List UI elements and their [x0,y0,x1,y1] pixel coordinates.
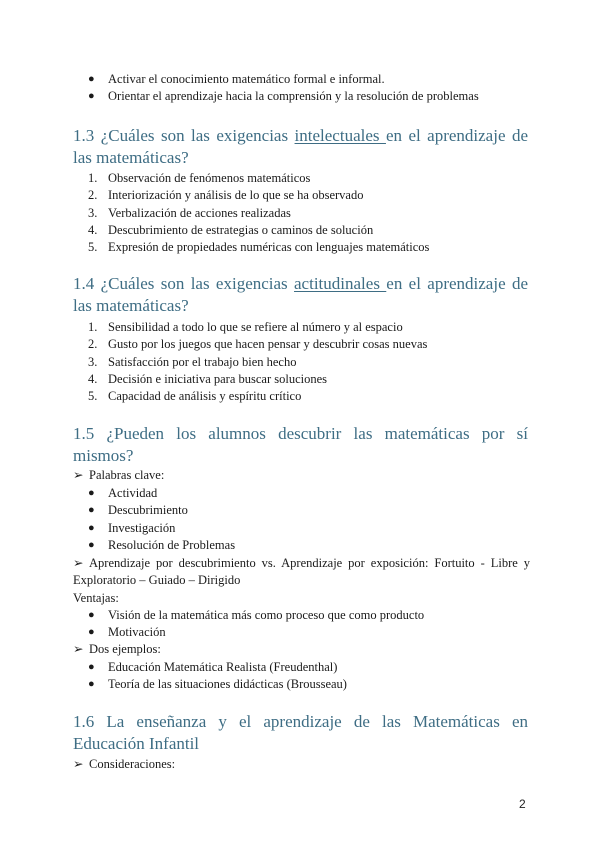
bullet-icon: ● [88,538,95,551]
list-item: 2. Interiorización y análisis de lo que se ha observado [88,188,364,203]
bullet-icon: ● [88,609,95,621]
list-item: ● Visión de la matemática más como proceso que como producto [0,607,600,624]
list-item: ● Descubrimiento [0,502,600,519]
list-item: 4. Decisión e iniciativa para buscar soluciones [88,371,328,386]
list-item: ● Actividad [0,485,600,502]
list-item: ● Activar el conocimiento matemático formal e informal. [0,71,600,88]
ejemplos-list [0,659,600,694]
aprendizaje-paragraph: ➢ Aprendizaje por descubrimiento vs. Aprendizaje por exposición: Fortuito - Libre y Exploratorio – Guiado – Dirigido [73,556,530,588]
section-heading-1-3: 1.3 ¿Cuáles son las exigencias intelectuales en el aprendizaje de las matemáticas? [73,126,528,167]
ventajas-list [0,607,600,642]
palabras-clave-label: ➢ Palabras clave: [73,467,530,484]
page-number: 2 [519,797,526,811]
list-item: 5. Capacidad de análisis y espíritu crítico [88,389,302,404]
bullet-icon: ● [88,626,95,639]
bullet-icon: ● [88,504,95,517]
arrow-icon: ➢ [73,556,84,570]
bullet-icon: ● [88,661,95,673]
list-item: 5. Expresión de propiedades numéricas con lenguajes matemáticos [88,240,430,255]
list-item: ● Motivación [0,624,600,641]
arrow-icon: ➢ [73,757,84,771]
bullet-icon: ● [88,487,95,499]
intro-bullet-list [0,71,600,106]
list-item: 1. Sensibilidad a todo lo que se refiere al número y al espacio [88,320,403,334]
list-item: ● Orientar el aprendizaje hacia la comprensión y la resolución de problemas [0,88,600,105]
numbered-list-1-4 [0,319,600,405]
list-item: ● Educación Matemática Realista (Freudenthal) [0,659,600,676]
section-heading-1-5: 1.5 ¿Pueden los alumnos descubrir las matemáticas por sí mismos? [73,424,528,465]
section-heading-1-4: 1.4 ¿Cuáles son las exigencias actitudinales en el aprendizaje de las matemáticas? [73,274,528,315]
bullet-icon: ● [88,678,95,691]
heading-keyword: intelectuales [294,126,386,145]
bullet-icon: ● [88,90,95,103]
section-heading-1-6: 1.6 La enseñanza y el aprendizaje de las Matemáticas en Educación Infantil [73,712,528,753]
bullet-icon: ● [88,521,95,534]
list-item: 2. Gusto por los juegos que hacen pensar y descubrir cosas nuevas [88,337,428,352]
arrow-icon: ➢ [73,468,84,482]
numbered-list-1-3 [0,170,600,256]
list-item: ● Investigación [0,520,600,537]
list-item: 3. Verbalización de acciones realizadas [88,205,291,220]
keywords-list [0,485,600,554]
list-item: 1. Observación de fenómenos matemáticos [88,171,311,185]
consideraciones-label: ➢ Consideraciones: [73,756,530,773]
ejemplos-label: ➢ Dos ejemplos: [73,641,530,658]
list-item: ● Teoría de las situaciones didácticas (Brousseau) [0,676,600,693]
list-item: 3. Satisfacción por el trabajo bien hecho [88,354,297,369]
heading-keyword: actitudinales [294,274,387,293]
list-item: 4. Descubrimiento de estrategias o caminos de solución [88,222,374,237]
ventajas-label: Ventajas: [73,591,119,605]
list-item: ● Resolución de Problemas [0,537,600,554]
bullet-icon: ● [88,73,95,85]
arrow-icon: ➢ [73,642,84,656]
